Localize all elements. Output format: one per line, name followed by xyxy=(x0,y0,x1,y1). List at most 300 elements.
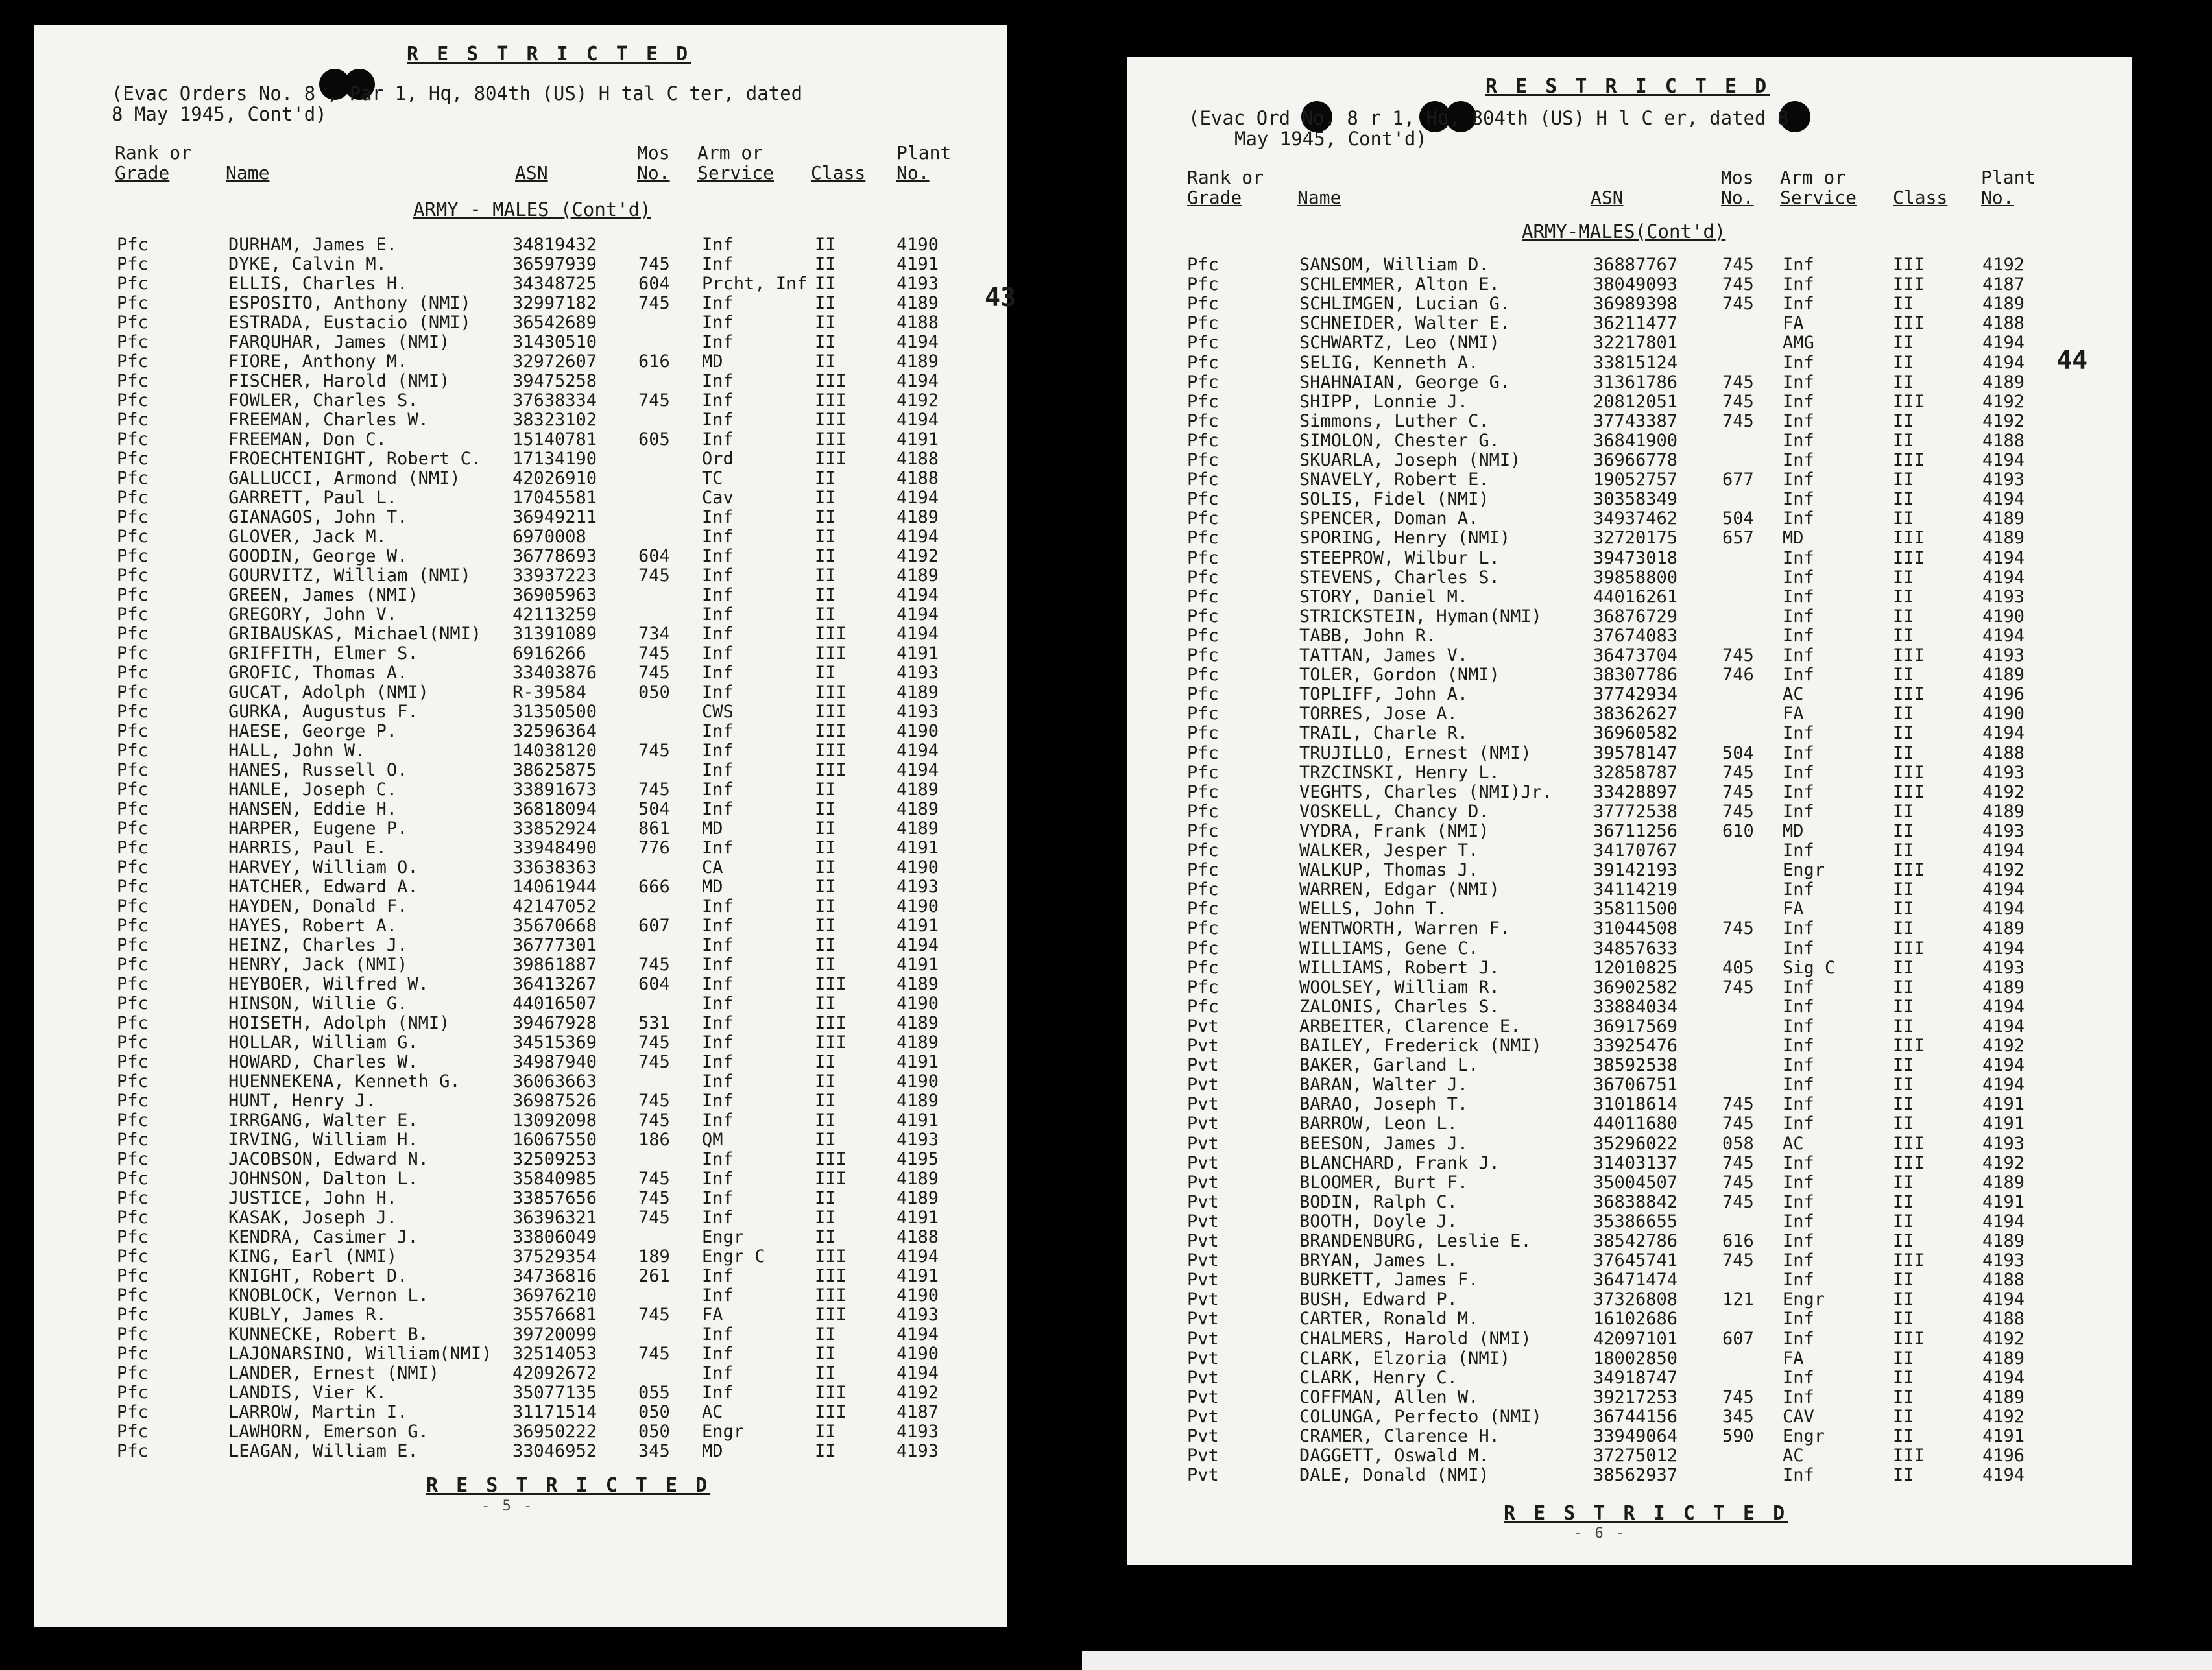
table-row xyxy=(34,702,1007,722)
cell-plant: 4194 xyxy=(1982,1211,2025,1232)
cell-name: TATTAN, James V. xyxy=(1299,645,1469,665)
table-row xyxy=(1127,919,2132,938)
cell-asn: 42026910 xyxy=(512,468,597,488)
cell-arm-service: Inf xyxy=(1783,352,1814,373)
cell-plant: 4190 xyxy=(896,857,939,877)
cell-class: II xyxy=(1893,1055,1914,1076)
classification-footer: R E S T R I C T E D xyxy=(1504,1502,1788,1525)
table-row xyxy=(34,1364,1007,1383)
cell-plant: 4191 xyxy=(1982,1191,2025,1212)
cell-rank: Pfc xyxy=(117,799,149,819)
cell-rank: Pvt xyxy=(1187,1211,1219,1232)
cell-class: III xyxy=(1893,684,1925,705)
header-asn: ASN xyxy=(515,162,548,184)
cell-rank: Pfc xyxy=(1187,841,1219,861)
cell-name: WOOLSEY, William R. xyxy=(1299,977,1500,997)
cell-arm-service: Inf xyxy=(1783,547,1814,568)
cell-plant: 4187 xyxy=(896,1402,939,1422)
cell-plant: 4191 xyxy=(896,254,939,274)
cell-rank: Pvt xyxy=(1187,1036,1219,1056)
table-row xyxy=(1127,900,2132,919)
cell-mos: 745 xyxy=(1722,255,1754,275)
table-row xyxy=(1127,1466,2132,1485)
cell-mos: 050 xyxy=(638,1422,670,1442)
cell-class: III xyxy=(1893,781,1925,802)
cell-name: WENTWORTH, Warren F. xyxy=(1299,918,1511,939)
cell-name: BOOTH, Doyle J. xyxy=(1299,1211,1458,1232)
cell-rank: Pfc xyxy=(1187,313,1219,334)
cell-plant: 4191 xyxy=(896,955,939,975)
cell-class: III xyxy=(815,624,847,644)
cell-name: HATCHER, Edward A. xyxy=(228,877,418,897)
cell-name: DYKE, Calvin M. xyxy=(228,254,387,274)
cell-arm-service: Inf xyxy=(1783,294,1814,315)
cell-plant: 4195 xyxy=(896,1149,939,1169)
cell-mos: 531 xyxy=(638,1013,670,1033)
cell-class: III xyxy=(1893,1152,1925,1173)
cell-arm-service: Inf xyxy=(702,429,734,449)
cell-rank: Pfc xyxy=(117,741,149,761)
table-row xyxy=(1127,1154,2132,1173)
cell-mos: 616 xyxy=(638,352,670,372)
cell-arm-service: Inf xyxy=(702,1071,734,1091)
cell-plant: 4194 xyxy=(1982,841,2025,861)
cell-name: CLARK, Henry C. xyxy=(1299,1367,1458,1388)
cell-arm-service: Inf xyxy=(702,1208,734,1228)
cell-asn: 42097101 xyxy=(1593,1328,1678,1349)
cell-mos: 745 xyxy=(638,1188,670,1208)
cell-class: II xyxy=(815,955,836,975)
cell-name: CRAMER, Clarence H. xyxy=(1299,1426,1500,1446)
cell-rank: Pvt xyxy=(1187,1172,1219,1193)
cell-asn: 30358349 xyxy=(1593,489,1678,510)
cell-asn: 36711256 xyxy=(1593,820,1678,841)
cell-arm-service: Inf xyxy=(702,1169,734,1189)
cell-arm-service: Inf xyxy=(1783,255,1814,275)
cell-arm-service: FA xyxy=(702,1305,723,1325)
cell-plant: 4193 xyxy=(1982,470,2025,490)
cell-name: SIMOLON, Chester G. xyxy=(1299,430,1500,451)
header-asn: ASN xyxy=(1591,187,1624,208)
cell-asn: 36471474 xyxy=(1593,1270,1678,1291)
cell-name: TOLER, Gordon (NMI) xyxy=(1299,665,1500,686)
cell-plant: 4194 xyxy=(1982,333,2025,353)
cell-plant: 4194 xyxy=(896,585,939,605)
cell-mos: 657 xyxy=(1722,528,1754,549)
cell-asn: 38307786 xyxy=(1593,665,1678,686)
cell-rank: Pfc xyxy=(1187,996,1219,1017)
cell-name: STEEPROW, Wilbur L. xyxy=(1299,547,1500,568)
cell-plant: 4191 xyxy=(896,429,939,449)
cell-name: WILLIAMS, Gene C. xyxy=(1299,938,1479,959)
cell-name: WALKUP, Thomas J. xyxy=(1299,860,1479,881)
cell-plant: 4189 xyxy=(896,1091,939,1111)
cell-name: KNIGHT, Robert D. xyxy=(228,1266,408,1286)
cell-plant: 4189 xyxy=(896,507,939,527)
document-page-left xyxy=(34,25,1016,1627)
cell-class: III xyxy=(815,1402,847,1422)
cell-class: III xyxy=(815,410,847,430)
cell-class: II xyxy=(815,916,836,936)
table-row xyxy=(1127,412,2132,431)
cell-arm-service: Inf xyxy=(702,741,734,761)
cell-asn: 35004507 xyxy=(1593,1172,1678,1193)
cell-plant: 4188 xyxy=(896,1227,939,1247)
cell-name: BARAN, Walter J. xyxy=(1299,1075,1469,1095)
cell-arm-service: Inf xyxy=(702,780,734,800)
cell-class: III xyxy=(1893,1133,1925,1154)
table-row xyxy=(34,274,1007,294)
cell-plant: 4189 xyxy=(1982,372,2025,392)
table-row xyxy=(1127,607,2132,626)
cell-name: FIORE, Anthony M. xyxy=(228,352,408,372)
table-row xyxy=(1127,509,2132,529)
table-row xyxy=(34,1247,1007,1267)
cell-name: JACOBSON, Edward N. xyxy=(228,1149,429,1169)
table-row xyxy=(1127,626,2132,646)
cell-arm-service: Inf xyxy=(702,566,734,586)
cell-class: III xyxy=(815,1266,847,1286)
cell-asn: 34819432 xyxy=(512,235,597,255)
cell-asn: 38362627 xyxy=(1593,704,1678,724)
cell-arm-service: Engr xyxy=(1783,1289,1825,1310)
cell-plant: 4196 xyxy=(1982,684,2025,705)
table-row xyxy=(34,1286,1007,1306)
cell-class: III xyxy=(1893,274,1925,295)
cell-class: II xyxy=(815,527,836,547)
cell-class: II xyxy=(1893,801,1914,822)
cell-name: SNAVELY, Robert E. xyxy=(1299,470,1489,490)
table-row xyxy=(34,897,1007,916)
cell-asn: 31171514 xyxy=(512,1402,597,1422)
cell-arm-service: Inf xyxy=(702,799,734,819)
table-row xyxy=(1127,490,2132,509)
cell-asn: 39467928 xyxy=(512,1013,597,1033)
cell-arm-service: Inf xyxy=(702,1110,734,1130)
cell-asn: 35386655 xyxy=(1593,1211,1678,1232)
cell-arm-service: Inf xyxy=(1783,723,1814,744)
cell-name: HEYBOER, Wilfred W. xyxy=(228,974,429,994)
cell-name: SCHLIMGEN, Lucian G. xyxy=(1299,294,1511,315)
cell-mos: 745 xyxy=(1722,1094,1754,1115)
table-row xyxy=(1127,1388,2132,1407)
cell-plant: 4189 xyxy=(1982,1231,2025,1251)
cell-plant: 4192 xyxy=(1982,860,2025,881)
cell-arm-service: Inf xyxy=(702,1266,734,1286)
table-row xyxy=(1127,997,2132,1017)
cell-rank: Pfc xyxy=(117,1130,149,1150)
cell-rank: Pfc xyxy=(1187,255,1219,275)
table-row xyxy=(34,1091,1007,1111)
cell-plant: 4191 xyxy=(896,1208,939,1228)
cell-class: II xyxy=(815,896,836,916)
table-row xyxy=(1127,353,2132,373)
cell-name: WELLS, John T. xyxy=(1299,899,1447,920)
cell-rank: Pfc xyxy=(1187,391,1219,412)
cell-class: II xyxy=(1893,1075,1914,1095)
cell-name: SCHNEIDER, Walter E. xyxy=(1299,313,1511,334)
cell-class: II xyxy=(815,585,836,605)
cell-plant: 4193 xyxy=(1982,586,2025,607)
cell-class: III xyxy=(815,1013,847,1033)
cell-name: GARRETT, Paul L. xyxy=(228,488,398,508)
cell-asn: 37772538 xyxy=(1593,801,1678,822)
cell-plant: 4193 xyxy=(896,1441,939,1461)
cell-arm-service: Inf xyxy=(1783,1270,1814,1291)
cell-rank: Pfc xyxy=(1187,294,1219,315)
table-row xyxy=(34,1325,1007,1344)
cell-rank: Pfc xyxy=(117,235,149,255)
cell-plant: 4194 xyxy=(1982,489,2025,510)
cell-arm-service: FA xyxy=(1783,704,1804,724)
cell-arm-service: Inf xyxy=(1783,665,1814,686)
table-row xyxy=(34,1208,1007,1228)
section-heading: ARMY - MALES (Cont'd) xyxy=(413,198,651,221)
cell-plant: 4192 xyxy=(1982,1328,2025,1349)
cell-name: BEESON, James J. xyxy=(1299,1133,1469,1154)
cell-class: II xyxy=(815,663,836,683)
cell-class: II xyxy=(815,546,836,566)
table-row xyxy=(1127,1290,2132,1309)
cell-mos: 261 xyxy=(638,1266,670,1286)
cell-arm-service: Inf xyxy=(702,896,734,916)
cell-class: II xyxy=(815,604,836,625)
cell-class: II xyxy=(815,235,836,255)
cell-name: HANSEN, Eddie H. xyxy=(228,799,398,819)
table-row xyxy=(34,313,1007,333)
cell-plant: 4193 xyxy=(1982,1133,2025,1154)
cell-mos: 745 xyxy=(1722,274,1754,295)
cell-mos: 745 xyxy=(1722,1172,1754,1193)
cell-name: SANSOM, William D. xyxy=(1299,255,1489,275)
cell-mos: 604 xyxy=(638,546,670,566)
cell-asn: 18002850 xyxy=(1593,1348,1678,1368)
cell-plant: 4191 xyxy=(896,1052,939,1072)
cell-name: WARREN, Edgar (NMI) xyxy=(1299,879,1500,900)
cell-asn: 33948490 xyxy=(512,838,597,858)
cell-plant: 4192 xyxy=(1982,391,2025,412)
table-row xyxy=(34,449,1007,469)
cell-asn: 36976210 xyxy=(512,1285,597,1306)
cell-arm-service: Inf xyxy=(1783,879,1814,900)
cell-arm-service: Inf xyxy=(702,916,734,936)
cell-arm-service: Inf xyxy=(702,1363,734,1383)
cell-mos: 745 xyxy=(1722,372,1754,392)
cell-plant: 4192 xyxy=(1982,1036,2025,1056)
table-row xyxy=(34,488,1007,508)
cell-name: KASAK, Joseph J. xyxy=(228,1208,398,1228)
cell-mos: 745 xyxy=(638,1091,670,1111)
cell-class: III xyxy=(1893,528,1925,549)
cell-plant: 4193 xyxy=(1982,1250,2025,1271)
cell-mos: 745 xyxy=(1722,801,1754,822)
header-rank-or-grade: Rank or Grade xyxy=(1187,167,1264,208)
cell-mos: 745 xyxy=(1722,1387,1754,1407)
table-row xyxy=(34,858,1007,877)
cell-mos: 745 xyxy=(638,293,670,313)
cell-class: II xyxy=(1893,879,1914,900)
cell-class: II xyxy=(1893,567,1914,588)
cell-mos: 405 xyxy=(1722,957,1754,978)
cell-asn: 33852924 xyxy=(512,818,597,839)
cell-class: II xyxy=(815,293,836,313)
cell-name: COLUNGA, Perfecto (NMI) xyxy=(1299,1406,1542,1427)
cell-class: II xyxy=(815,507,836,527)
cell-rank: Pvt xyxy=(1187,1426,1219,1446)
cell-name: TABB, John R. xyxy=(1299,625,1437,646)
cell-arm-service: AC xyxy=(1783,684,1804,705)
cell-name: HOLLAR, William G. xyxy=(228,1032,418,1053)
cell-arm-service: Inf xyxy=(702,546,734,566)
cell-arm-service: MD xyxy=(702,352,723,372)
cell-name: VEGHTS, Charles (NMI)Jr. xyxy=(1299,781,1553,802)
cell-class: II xyxy=(815,1208,836,1228)
cell-name: ARBEITER, Clarence E. xyxy=(1299,1016,1521,1036)
cell-arm-service: Inf xyxy=(1783,918,1814,939)
table-row xyxy=(1127,1134,2132,1154)
cell-asn: 38592538 xyxy=(1593,1055,1678,1076)
cell-rank: Pfc xyxy=(117,1422,149,1442)
cell-rank: Pfc xyxy=(1187,528,1219,549)
cell-plant: 4194 xyxy=(1982,1075,2025,1095)
table-row xyxy=(1127,294,2132,314)
cell-name: ESPOSITO, Anthony (NMI) xyxy=(228,293,471,313)
cell-rank: Pfc xyxy=(1187,899,1219,920)
cell-name: TRAIL, Charle R. xyxy=(1299,723,1469,744)
cell-rank: Pfc xyxy=(117,332,149,352)
cell-asn: 39475258 xyxy=(512,371,597,391)
table-row xyxy=(1127,1330,2132,1349)
cell-rank: Pfc xyxy=(117,293,149,313)
header-plant-no: Plant No. xyxy=(896,142,952,184)
cell-mos: 345 xyxy=(638,1441,670,1461)
cell-arm-service: Inf xyxy=(1783,841,1814,861)
cell-mos: 745 xyxy=(638,643,670,663)
cell-class: II xyxy=(1893,1309,1914,1330)
cell-plant: 4188 xyxy=(896,468,939,488)
table-row xyxy=(34,1228,1007,1247)
cell-plant: 4194 xyxy=(1982,899,2025,920)
cell-class: II xyxy=(815,254,836,274)
cell-class: II xyxy=(1893,723,1914,744)
cell-plant: 4192 xyxy=(896,390,939,411)
cell-rank: Pfc xyxy=(117,663,149,683)
cell-rank: Pfc xyxy=(117,313,149,333)
header-rank-or-grade: Rank or Grade xyxy=(115,142,192,184)
cell-class: II xyxy=(815,857,836,877)
cell-class: II xyxy=(815,488,836,508)
table-row xyxy=(34,1150,1007,1169)
cell-class: II xyxy=(1893,743,1914,763)
cell-class: II xyxy=(815,274,836,294)
cell-asn: 17045581 xyxy=(512,488,597,508)
cell-mos: 745 xyxy=(1722,294,1754,315)
cell-class: II xyxy=(815,877,836,897)
cell-plant: 4194 xyxy=(896,488,939,508)
cell-mos: 861 xyxy=(638,818,670,839)
cell-arm-service: Inf xyxy=(702,332,734,352)
cell-asn: 32217801 xyxy=(1593,333,1678,353)
cell-asn: 35840985 xyxy=(512,1169,597,1189)
cell-rank: Pvt xyxy=(1187,1309,1219,1330)
cell-name: LEAGAN, William E. xyxy=(228,1441,418,1461)
table-row xyxy=(1127,1368,2132,1388)
cell-mos: 058 xyxy=(1722,1133,1754,1154)
cell-plant: 4189 xyxy=(1982,1387,2025,1407)
cell-plant: 4193 xyxy=(896,1130,939,1150)
cell-name: GRIFFITH, Elmer S. xyxy=(228,643,418,663)
cell-asn: 35670668 xyxy=(512,916,597,936)
cell-arm-service: Inf xyxy=(702,293,734,313)
cell-class: II xyxy=(1893,411,1914,431)
cell-asn: 44016507 xyxy=(512,994,597,1014)
table-row xyxy=(1127,1193,2132,1212)
cell-arm-service: MD xyxy=(1783,820,1804,841)
cell-arm-service: Inf xyxy=(702,1344,734,1364)
table-row xyxy=(34,994,1007,1014)
table-row xyxy=(34,391,1007,411)
cell-arm-service: Inf xyxy=(1783,274,1814,295)
cell-rank: Pfc xyxy=(117,994,149,1014)
cell-name: COFFMAN, Allen W. xyxy=(1299,1387,1479,1407)
roster-table-right xyxy=(1127,256,2132,1488)
cell-plant: 4194 xyxy=(896,624,939,644)
cell-name: LARROW, Martin I. xyxy=(228,1402,408,1422)
cell-rank: Pfc xyxy=(117,585,149,605)
cell-arm-service: Inf xyxy=(1783,1114,1814,1134)
cell-rank: Pfc xyxy=(117,682,149,702)
cell-asn: 36818094 xyxy=(512,799,597,819)
table-row xyxy=(1127,1407,2132,1427)
cell-class: II xyxy=(1893,957,1914,978)
cell-mos: 745 xyxy=(1722,1250,1754,1271)
cell-class: III xyxy=(815,1032,847,1053)
cell-rank: Pfc xyxy=(1187,508,1219,529)
table-row xyxy=(34,916,1007,936)
cell-mos: 745 xyxy=(638,254,670,274)
cell-plant: 4191 xyxy=(896,916,939,936)
cell-arm-service: Inf xyxy=(702,1149,734,1169)
cell-rank: Pfc xyxy=(117,1441,149,1461)
cell-rank: Pfc xyxy=(1187,860,1219,881)
page-number: 44 xyxy=(2056,346,2088,376)
cell-asn: 36396321 xyxy=(512,1208,597,1228)
cell-arm-service: Inf xyxy=(702,643,734,663)
cell-class: II xyxy=(1893,1406,1914,1427)
cell-rank: Pvt xyxy=(1187,1446,1219,1466)
table-row xyxy=(34,372,1007,391)
scan-edge-strip xyxy=(1082,1651,2212,1670)
cell-arm-service: Inf xyxy=(1783,430,1814,451)
cell-class: II xyxy=(815,313,836,333)
table-row xyxy=(34,1306,1007,1325)
cell-asn: 36841900 xyxy=(1593,430,1678,451)
cell-class: II xyxy=(815,1363,836,1383)
cell-rank: Pfc xyxy=(117,1071,149,1091)
cell-mos: 745 xyxy=(638,955,670,975)
cell-name: FISCHER, Harold (NMI) xyxy=(228,371,450,391)
cell-class: III xyxy=(815,390,847,411)
cell-arm-service: Inf xyxy=(702,507,734,527)
cell-rank: Pfc xyxy=(117,507,149,527)
cell-rank: Pfc xyxy=(117,546,149,566)
cell-name: KUBLY, James R. xyxy=(228,1305,387,1325)
cell-name: KNOBLOCK, Vernon L. xyxy=(228,1285,429,1306)
table-row xyxy=(1127,880,2132,900)
cell-name: BLOOMER, Burt F. xyxy=(1299,1172,1469,1193)
table-row xyxy=(34,333,1007,352)
cell-plant: 4194 xyxy=(896,527,939,547)
